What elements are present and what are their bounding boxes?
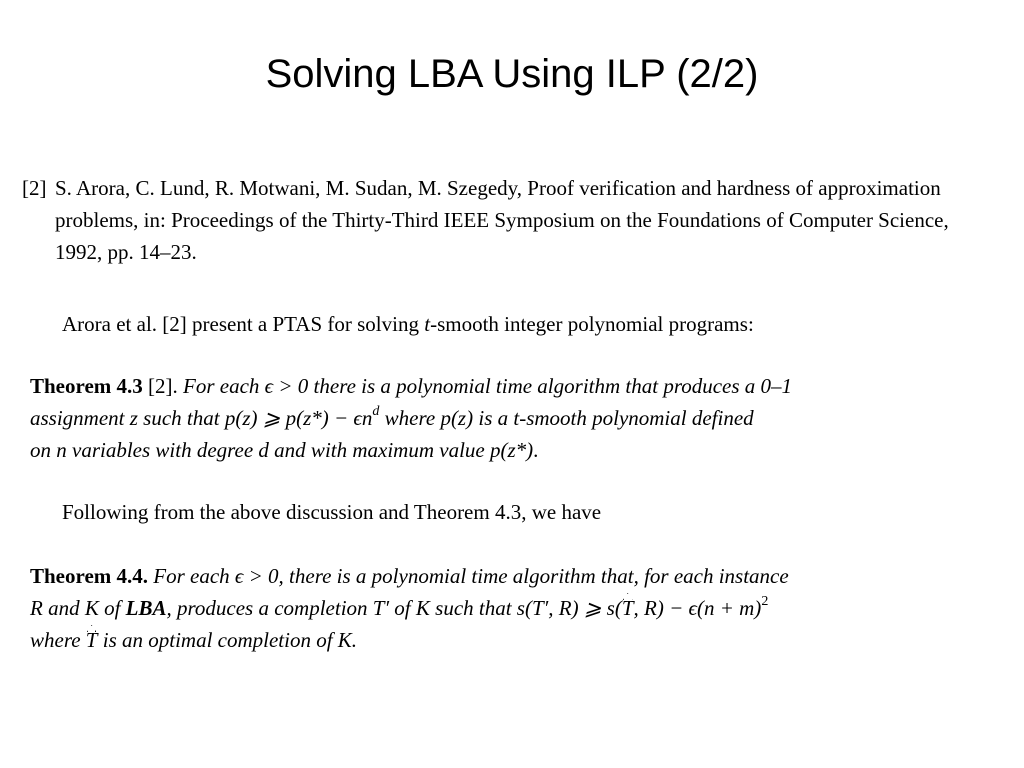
reference-number: [2]	[22, 176, 47, 200]
reference-text	[55, 172, 1007, 268]
t-hat-symbol: T	[622, 592, 634, 624]
theorem-4-3-formula: p(z*)	[490, 438, 534, 462]
theorem-4-3-line-2	[30, 402, 1000, 434]
theorem-4-3-period: .	[533, 438, 539, 462]
theorem-4-3-line-3	[30, 434, 1000, 466]
theorem-4-3-formula: p(z)	[440, 406, 474, 430]
theorem-4-4-exponent: 2	[761, 594, 769, 609]
theorem-4-4-text: is an optimal completion of K.	[97, 628, 358, 652]
intro-variable-t: t	[424, 312, 431, 336]
reference-line: 1992, pp. 14–23.	[55, 240, 197, 264]
theorem-4-3-line-1	[30, 370, 1000, 402]
reference-line: S. Arora, C. Lund, R. Motwani, M. Sudan, M. Szegedy, Proof verification and hardness of approximation	[55, 176, 941, 200]
theorem-4-4-lba: LBA	[125, 596, 167, 620]
theorem-4-3-cite: [2].	[142, 374, 184, 398]
theorem-4-4-line-3	[30, 624, 1000, 656]
slide-title: Solving LBA Using ILP (2/2)	[265, 52, 759, 96]
theorem-4-3-label: Theorem 4.3	[30, 374, 143, 398]
theorem-4-3-text: assignment z such that	[30, 406, 225, 430]
theorem-4-4-text: where	[30, 628, 86, 652]
theorem-4-4	[30, 560, 1000, 656]
theorem-4-3-text: is a t-smooth polynomial defined	[473, 406, 754, 430]
theorem-4-4-label: Theorem 4.4.	[30, 564, 149, 588]
theorem-4-3-text: For each ϵ > 0 there is a polynomial time algorithm that produces a 0–1	[183, 374, 793, 398]
theorem-4-3-formula: p(z) ⩾ p(z*) − ϵn	[224, 406, 373, 430]
theorem-4-4-text: R and K of	[30, 596, 126, 620]
theorem-4-3-exponent: d	[372, 404, 380, 419]
theorem-4-3-text: on n variables with degree d and with maximum value	[30, 438, 490, 462]
theorem-4-3	[30, 370, 1000, 466]
reference-entry	[22, 172, 1007, 268]
intro-text-before: Arora et al. [2] present a PTAS for solving	[62, 312, 425, 336]
intro-text-after: -smooth integer polynomial programs:	[430, 312, 754, 336]
theorem-4-4-line-2	[30, 592, 1000, 624]
t-hat-symbol: T	[86, 624, 98, 656]
follow-paragraph: Following from the above discussion and Theorem 4.3, we have	[62, 500, 602, 524]
reference-line: problems, in: Proceedings of the Thirty-Third IEEE Symposium on the Foundations of Computer Science,	[55, 208, 949, 232]
theorem-4-3-text: where	[379, 406, 441, 430]
theorem-4-4-text: , R) − ϵ(n + m)	[633, 596, 762, 620]
intro-paragraph	[62, 308, 754, 340]
theorem-4-4-text: , produces a completion T′ of K such that s(T′, R) ⩾ s(	[166, 596, 622, 620]
theorem-4-4-line-1	[30, 560, 1000, 592]
theorem-4-4-text: For each ϵ > 0, there is a polynomial time algorithm that, for each instance	[148, 564, 789, 588]
